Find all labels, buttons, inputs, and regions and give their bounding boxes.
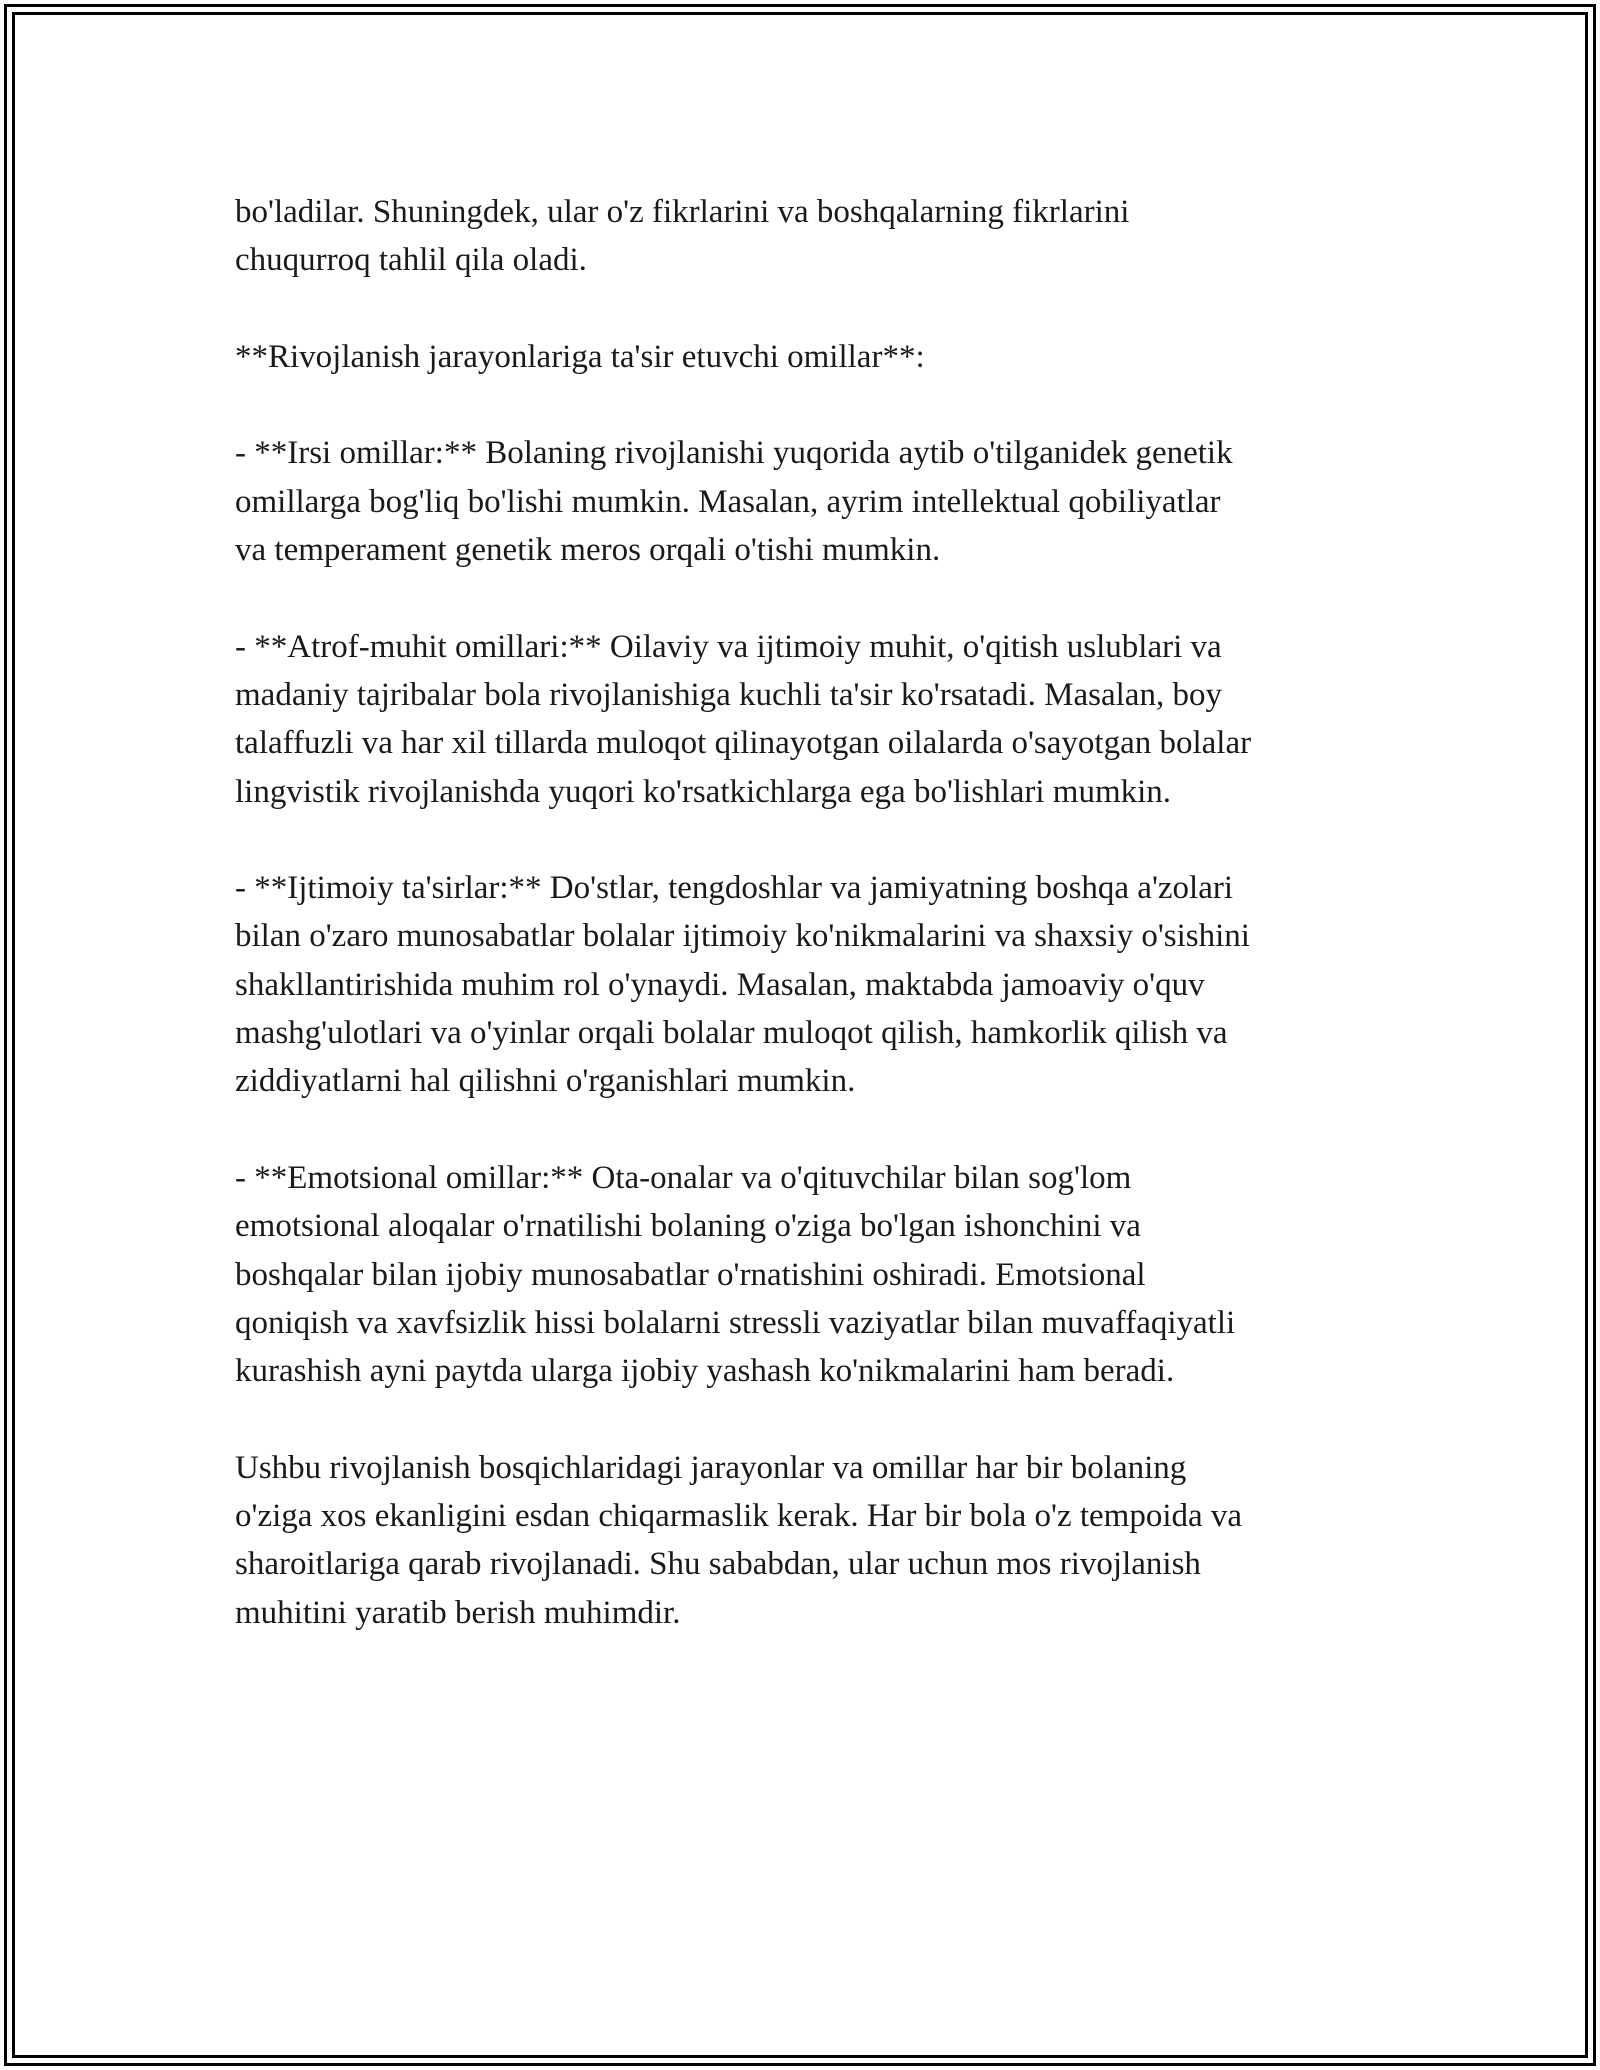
section-heading: **Rivojlanish jarayonlariga ta'sir etuvchi omillar**: — [235, 338, 925, 375]
list-item-environmental-factors: - **Atrof-muhit omillari:** Oilaviy va ijtimoiy muhit, o'qitish uslublari va madaniy tajribalar bola rivojlanishiga kuchli ta'sir ko'rsatadi. Masalan, boy talaffuzli va har xil tillarda muloqot qilinayotgan oilalarda o'sayotgan bolalar lingvistik rivojlanishda yuqori ko'rsatkichlarga ega bo'lishlari mumkin. — [235, 628, 1252, 810]
document-body — [235, 188, 1385, 1685]
list-item-emotional-factors: - **Emotsional omillar:** Ota-onalar va o'qituvchilar bilan sog'lom emotsional aloqalar o'rnatilishi bolaning o'ziga bo'lgan ishonchini va boshqalar bilan ijobiy munosabatlar o'rnatishini oshiradi. Emotsional qoniqish va xavfsizlik hissi bolalarni stressli vaziyatlar bilan muvaffaqiyatli kurashish ayni paytda ularga ijobiy yashash ko'nikmalarini ham beradi. — [235, 1159, 1236, 1390]
list-item-social-influences: - **Ijtimoiy ta'sirlar:** Do'stlar, tengdoshlar va jamiyatning boshqa a'zolari bilan o'zaro munosabatlar bolalar ijtimoiy ko'nikmalarini va shaxsiy o'sishini shakllantirishida muhim rol o'ynaydi. Masalan, maktabda jamoaviy o'quv mashg'ulotlari va o'yinlar orqali bolalar muloqot qilish, hamkorlik qilish va ziddiyatlarni hal qilishni o'rganishlari mumkin. — [235, 870, 1250, 1100]
paragraph-continuation: bo'ladilar. Shuningdek, ular o'z fikrlarini va boshqalarning fikrlarini chuqurroq tahlil qila oladi. — [235, 194, 1130, 279]
paragraph-conclusion: Ushbu rivojlanish bosqichlaridagi jarayonlar va omillar har bir bolaning o'ziga xos ekanligini esdan chiqarmaslik kerak. Har bir bola o'z tempoida va sharoitlariga qarab rivojlanadi. Shu sababdan, ular uchun mos rivojlanish muhitini yaratib berish muhimdir. — [235, 1449, 1243, 1631]
list-item-hereditary-factors: - **Irsi omillar:** Bolaning rivojlanishi yuqorida aytib o'tilganidek genetik omillarga bog'liq bo'lishi mumkin. Masalan, ayrim intellektual qobiliyatlar va temperament genetik meros orqali o'tishi mumkin. — [235, 435, 1233, 569]
